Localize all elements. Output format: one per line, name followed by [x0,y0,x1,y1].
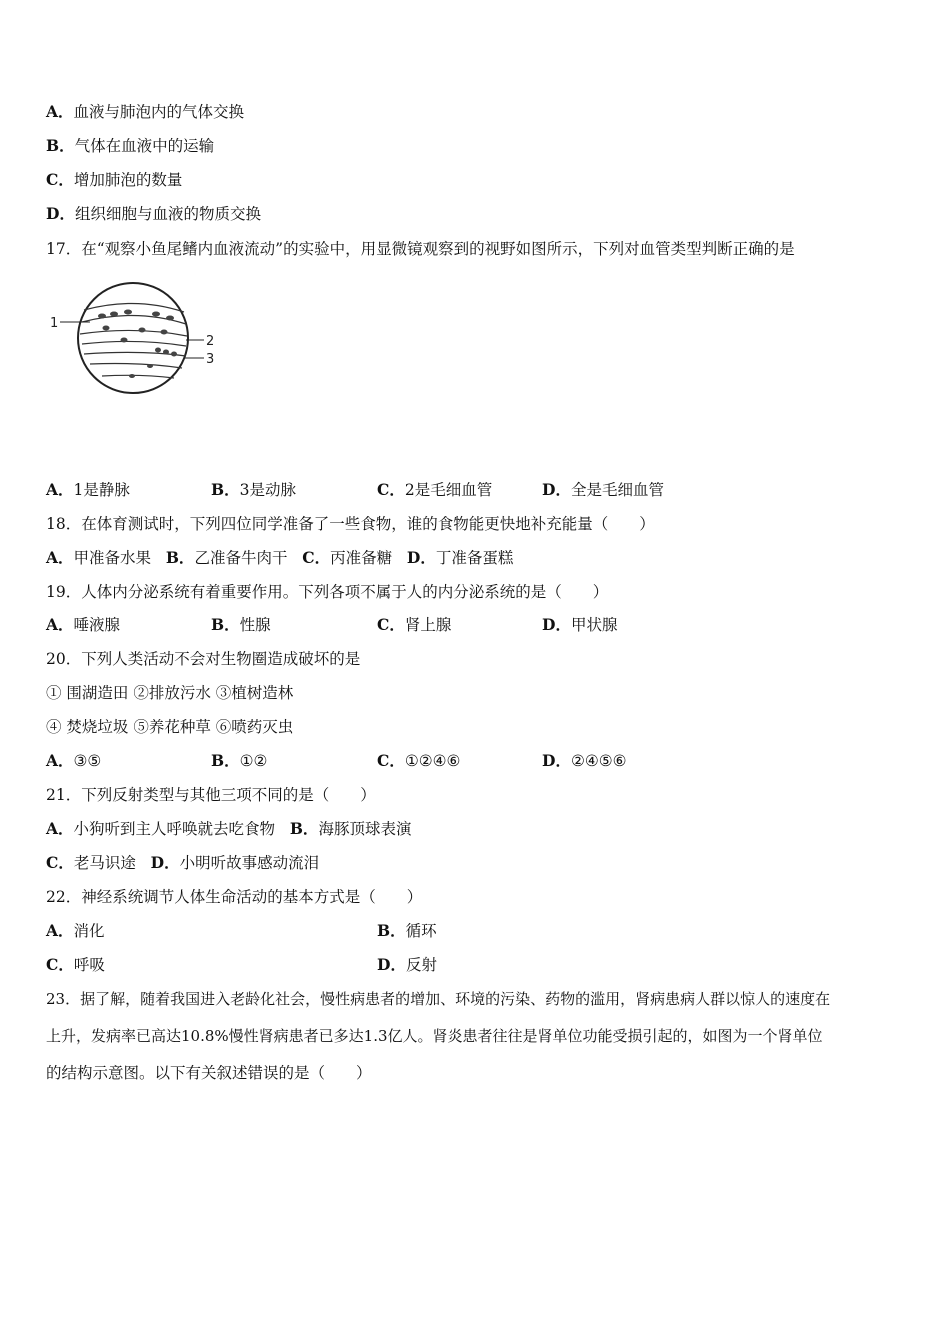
option-label: A． [46,548,74,567]
q18-options [46,548,513,568]
option-label: D． [377,955,406,974]
q20-items-line1: ① 围湖造田 ②排放污水 ③植树造林 [46,684,294,702]
option-label: A． [46,480,74,499]
option-label: D． [46,204,75,223]
q19-option-c [377,615,451,635]
q23-stem-line1: 23．据了解，随着我国进入老龄化社会，慢性病患者的增加、环境的污染、药物的滥用，肾病患病人群以惊人的速度在 [46,990,831,1008]
option-label: C． [302,548,331,567]
option-label: A． [46,102,74,121]
option-text: 循环 [405,922,437,940]
q19-option-b [211,615,271,635]
q23-stem-line2: 上升，发病率已高达10.8%慢性肾病患者已多达1.3亿人。肾炎患者往往是肾单位功能受损引起的，如图为一个肾单位 [46,1027,823,1045]
q22-option-c [46,955,105,975]
option-text: 呼吸 [73,956,105,974]
option-text: 甲状腺 [570,616,618,634]
option-text: 反射 [405,956,437,974]
option-label: B． [211,751,240,770]
figure-label-1: 1 [50,316,59,331]
option-text: ①② [239,752,268,770]
option-text: 2是毛细血管 [404,481,493,499]
option-text: ②④⑤⑥ [570,752,627,770]
option-text: 气体在血液中的运输 [74,137,215,155]
option-label: B． [289,819,319,838]
option-label: C． [377,480,405,499]
option-label: D． [542,480,571,499]
q21-stem: 21．下列反射类型与其他三项不同的是（ ） [46,786,376,804]
option-label: A． [46,921,74,940]
option-text: 乙准备牛肉干 [194,549,288,567]
q16-option-c [46,170,182,190]
option-text: 小狗听到主人呼唤就去吃食物 [73,820,276,838]
q21-options-row1 [46,819,411,839]
option-text: 丙准备糖 [330,549,393,567]
option-text: ①②④⑥ [404,752,461,770]
q21-options-row2 [46,853,319,873]
option-label: A． [46,819,74,838]
option-text: 3是动脉 [239,481,296,499]
option-text: 老马识途 [73,854,136,872]
option-text: 组织细胞与血液的物质交换 [74,205,261,223]
q20-stem: 20．下列人类活动不会对生物圈造成破坏的是 [46,650,361,668]
option-label: B． [165,548,195,567]
q16-option-b [46,136,214,156]
option-label: C． [46,955,74,974]
q20-option-b [211,751,267,771]
option-text: 性腺 [239,616,271,634]
option-label: D． [542,751,571,770]
option-label: B． [211,480,240,499]
figure-label-3: 3 [206,352,215,367]
option-label: D． [542,615,571,634]
option-text: 血液与肺泡内的气体交换 [73,103,245,121]
option-text: 唾液腺 [73,616,121,634]
option-label: A． [46,615,74,634]
q17-option-c [377,480,492,500]
q20-items-line2: ④ 焚烧垃圾 ⑤养花种草 ⑥喷药灭虫 [46,718,294,736]
option-text: 1是静脉 [73,481,130,499]
option-label: C． [377,751,405,770]
q17-option-b [211,480,296,500]
option-label: D． [150,853,180,872]
option-text: ③⑤ [73,752,102,770]
option-label: C． [377,615,405,634]
q17-option-a [46,480,130,500]
q22-option-a [46,921,105,941]
q19-stem: 19．人体内分泌系统有着重要作用。下列各项不属于人的内分泌系统的是（ ） [46,583,609,601]
option-label: B． [211,615,240,634]
q16-option-d [46,204,261,224]
q17-stem: 17．在“观察小鱼尾鳍内血液流动”的实验中，用显微镜观察到的视野如图所示，下列对血管类型判断正确的是 [46,240,795,258]
q19-option-a [46,615,120,635]
option-text: 甲准备水果 [73,549,152,567]
option-label: C． [46,853,74,872]
option-text: 小明听故事感动流泪 [179,854,320,872]
q22-option-d [377,955,437,975]
q20-option-d [542,751,627,771]
q17-option-d [542,480,664,500]
option-text: 肾上腺 [404,616,452,634]
option-label: D． [406,548,436,567]
q19-option-d [542,615,617,635]
option-label: A． [46,751,74,770]
q16-option-a [46,102,244,122]
q20-option-c [377,751,460,771]
option-label: C． [46,170,74,189]
q22-stem: 22．神经系统调节人体生命活动的基本方式是（ ） [46,888,423,906]
q22-option-b [377,921,437,941]
option-text: 增加肺泡的数量 [73,171,183,189]
option-text: 全是毛细血管 [570,481,664,499]
q20-option-a [46,751,101,771]
figure-label-2: 2 [206,334,215,349]
q18-stem: 18．在体育测试时，下列四位同学准备了一些食物，谁的食物能更快地补充能量（ ） [46,515,655,533]
option-text: 消化 [73,922,105,940]
option-text: 丁准备蛋糕 [435,549,514,567]
microscope-figure [46,278,226,398]
option-text: 海豚顶球表演 [318,820,412,838]
option-label: B． [46,136,75,155]
option-label: B． [377,921,406,940]
q23-stem-line3: 的结构示意图。以下有关叙述错误的是（ ） [46,1064,372,1082]
